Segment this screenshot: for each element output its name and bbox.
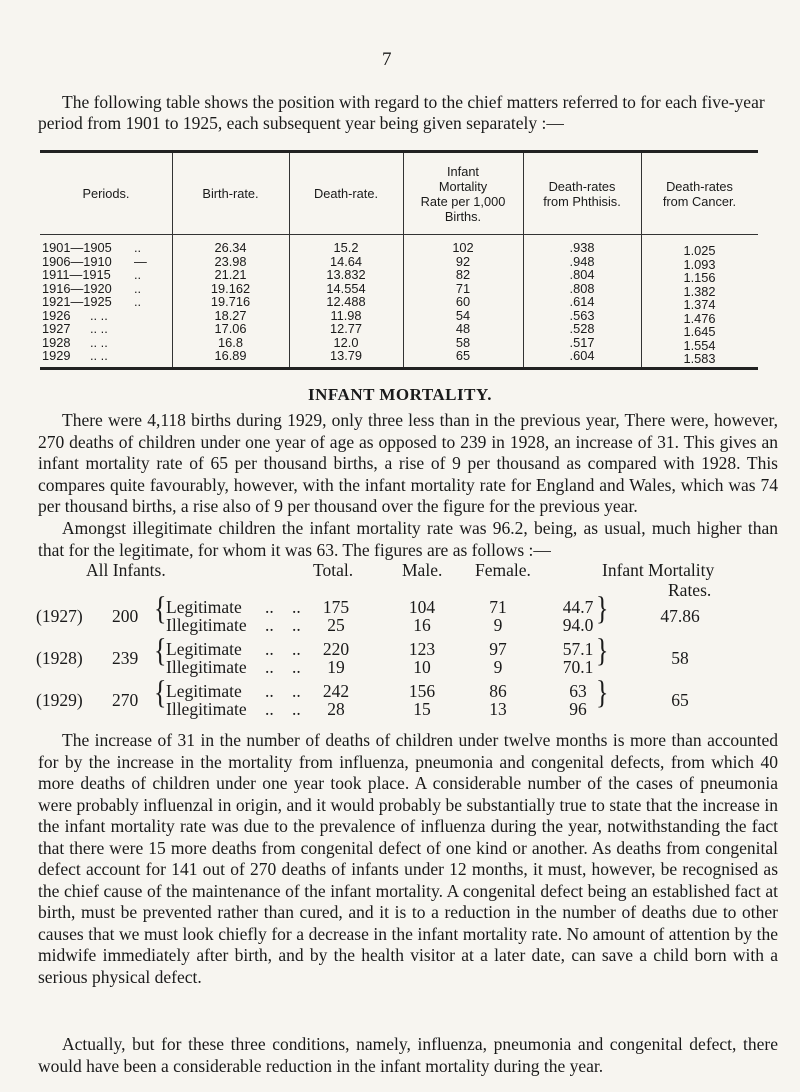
cell-phthisis: .808: [569, 280, 595, 296]
group-year: (1927): [36, 606, 83, 626]
row-rate: 70.1: [562, 657, 594, 677]
table-row: [40, 321, 758, 339]
header-female: Female.: [475, 560, 531, 580]
cell-cancer: 1.382: [683, 283, 716, 299]
statistics-table: [40, 150, 758, 370]
cell-phthisis: .804: [569, 267, 595, 282]
row-female: 71: [489, 597, 507, 617]
header-death-rate: Death-rate.: [289, 153, 403, 235]
cell-death: 15.2: [333, 240, 359, 255]
cell-death: 11.98: [330, 307, 362, 323]
cell-leader: ..: [134, 267, 142, 282]
cell-phthisis: .517: [569, 334, 595, 350]
cell-leader: —: [134, 253, 147, 269]
row-male: 123: [408, 639, 436, 659]
row-leader: ..: [292, 657, 301, 677]
row-male: 15: [413, 699, 431, 719]
cell-leader: ..: [134, 240, 142, 255]
cell-death: 12.0: [333, 334, 359, 350]
cell-period: 1926: [42, 307, 71, 323]
cell-birth: 17.06: [214, 321, 247, 336]
row-label: Legitimate: [166, 597, 242, 617]
header-cancer: Death-rates from Cancer.: [641, 153, 758, 235]
row-total: 242: [322, 681, 350, 701]
cell-period: 1927: [42, 321, 71, 336]
table-row: [40, 253, 758, 272]
cell-phthisis: .614: [569, 294, 595, 309]
rate-brace: }: [596, 590, 609, 627]
cell-infant: 54: [455, 307, 471, 323]
row-rate: 57.1: [562, 639, 594, 659]
group-year: (1929): [36, 690, 83, 710]
cell-cancer: 1.476: [683, 310, 716, 326]
infants-table: [0, 560, 800, 730]
group-count: 239: [112, 648, 139, 668]
header-imr-rates: Rates.: [668, 580, 712, 600]
row-leader: ..: [292, 681, 301, 701]
table-row: [40, 267, 758, 285]
cell-death: 13.79: [329, 348, 363, 363]
group-year: (1928): [36, 648, 83, 668]
cell-birth: 18.27: [214, 307, 247, 323]
row-label: Illegitimate: [166, 699, 247, 719]
section-title: INFANT MORTALITY.: [308, 385, 492, 404]
row-female: 13: [489, 699, 507, 719]
row-total: 175: [322, 597, 350, 617]
row-leader: ..: [265, 597, 274, 617]
row-leader: ..: [265, 657, 274, 677]
row-leader: ..: [292, 597, 301, 617]
row-rate: 44.7: [562, 597, 594, 617]
row-male: 16: [413, 615, 431, 635]
cell-infant: 71: [455, 280, 471, 296]
row-leader: ..: [265, 615, 274, 635]
row-female: 9: [493, 615, 503, 635]
cell-cancer: 1.554: [683, 337, 716, 353]
cell-cancer: 1.645: [683, 324, 716, 339]
header-male: Male.: [402, 560, 443, 580]
group-combined-rate: 65: [671, 690, 689, 710]
table-row: [40, 334, 758, 353]
paragraph-conclusion: Actually, but for these three conditions, namely, influenza, pneumonia and congenital defect, there would have been a considerable reduction in the infant mortality during the year.: [38, 1034, 778, 1076]
cell-death: 13.832: [326, 267, 366, 282]
paragraph-increase: The increase of 31 in the number of deaths of children under twelve months is more than accounted for by the increase in the mortality from influenza, pneumonia and congenital defects, from which 40 more deaths of children under one year took place. A considerable number of the cases of pneumonia were probably influenzal in origin, and it would probably be substantially true to state that the increase in the infant mortality rate was due to the prevalence of influenza during the year, notwithstanding the fact that there were 15 more deaths from congenital defect of one kind or another. As deaths from congenital defect account for 141 out of 270 deaths of infants under 12 months, it must, however, be recognised as the chief cause of the maintenance of the infant mortality. A congenital defect being an established fact at birth, must be prevented rather than cured, and it is to a reduction in the number of deaths due to other causes that we must look chiefly for a decrease in the infant mortality rate. No amount of attention by the midwife immediately after birth, and by the health visitor at a later date, can save a child born with a serious physical defect.: [38, 730, 778, 987]
header-imr: Infant Mortality: [602, 560, 715, 580]
row-male: 10: [413, 657, 431, 677]
cell-birth: 19.716: [210, 294, 251, 309]
row-leader: ..: [292, 615, 301, 635]
cell-phthisis: .948: [569, 253, 595, 269]
header-periods: Periods.: [40, 153, 172, 235]
group-brace: {: [154, 632, 167, 669]
row-male: 104: [408, 597, 436, 617]
cell-infant: 60: [455, 294, 471, 309]
row-label: Legitimate: [166, 681, 242, 701]
row-rate: 94.0: [562, 615, 594, 635]
intro-paragraph: The following table shows the position with regard to the chief matters referred to for each five-year period from 1901 to 1925, each subsequent year being given separately :—: [38, 92, 765, 133]
row-label: Legitimate: [166, 639, 242, 659]
table-row: [40, 280, 758, 299]
cell-phthisis: .604: [569, 348, 595, 363]
row-leader: ..: [292, 699, 301, 719]
cell-birth: 16.8: [218, 334, 243, 350]
row-leader: ..: [265, 681, 274, 701]
header-birth-rate: Birth-rate.: [172, 153, 289, 235]
table-row: [40, 307, 758, 326]
cell-leader: .. ..: [90, 321, 108, 336]
cell-period: 1906—1910: [42, 253, 112, 269]
paragraph-births: There were 4,118 births during 1929, only three less than in the previous year, There were, however, 270 deaths of children under one year of age as opposed to 239 in 1928, an increase of 31. This gives an infant mortality rate of 65 per thousand births, a rise of 9 per thousand as compared with 1928. This compares quite favourably, however, with the infant mortality rate for England and Wales, which was 74 per thousand births, a rise also of 9 per thousand over the figure for the previous year.: [38, 410, 778, 516]
row-total: 19: [327, 657, 345, 677]
row-male: 156: [408, 681, 436, 701]
cell-cancer: 1.583: [683, 351, 716, 366]
cell-birth: 19.162: [210, 280, 251, 296]
paragraph-illegitimate: Amongst illegitimate children the infant mortality rate was 96.2, being, as usual, much higher than that for the legitimate, for whom it was 63. The figures are as follows :—: [38, 518, 778, 560]
rate-brace: }: [596, 632, 609, 669]
group-combined-rate: 58: [671, 648, 689, 668]
group-count: 270: [112, 690, 139, 710]
row-female: 86: [489, 681, 507, 701]
page-number: 7: [382, 49, 392, 70]
cell-infant: 102: [452, 240, 474, 255]
table-row: [40, 240, 758, 258]
cell-period: 1928: [42, 334, 71, 350]
table-row: [40, 348, 758, 366]
header-total: Total.: [313, 560, 354, 580]
cell-birth: 26.34: [214, 240, 247, 255]
cell-leader: ..: [134, 294, 142, 309]
row-leader: ..: [265, 639, 274, 659]
cell-period: 1921—1925: [42, 294, 112, 309]
row-total: 220: [322, 639, 350, 659]
cell-cancer: 1.025: [683, 243, 716, 258]
header-phthisis: Death-rates from Phthisis.: [523, 153, 641, 235]
cell-period: 1901—1905: [42, 240, 112, 255]
cell-leader: ..: [134, 280, 142, 296]
row-label: Illegitimate: [166, 657, 247, 677]
cell-infant: 92: [455, 253, 471, 269]
cell-infant: 58: [455, 334, 471, 350]
cell-leader: .. ..: [90, 348, 108, 363]
row-female: 9: [493, 657, 503, 677]
cell-period: 1911—1915: [42, 267, 111, 282]
cell-period: 1916—1920: [42, 280, 112, 296]
group-brace: {: [154, 590, 167, 627]
header-all-infants: All Infants.: [86, 560, 166, 580]
cell-phthisis: .563: [569, 307, 595, 323]
row-rate: 63: [569, 681, 587, 701]
cell-death: 12.77: [329, 321, 363, 336]
cell-birth: 16.89: [214, 348, 247, 363]
cell-leader: .. ..: [90, 334, 108, 350]
cell-cancer: 1.156: [683, 270, 716, 285]
group-combined-rate: 47.86: [660, 606, 700, 626]
cell-infant: 48: [455, 321, 471, 336]
cell-phthisis: .528: [569, 321, 595, 336]
cell-death: 14.554: [326, 280, 366, 296]
row-female: 97: [489, 639, 507, 659]
cell-cancer: 1.093: [683, 256, 716, 272]
cell-birth: 21.21: [214, 267, 247, 282]
row-total: 28: [327, 699, 345, 719]
rate-brace: }: [596, 674, 609, 711]
group-count: 200: [112, 606, 139, 626]
cell-phthisis: .938: [569, 240, 595, 255]
row-leader: ..: [265, 699, 274, 719]
cell-leader: .. ..: [90, 307, 108, 323]
cell-death: 14.64: [329, 253, 363, 269]
row-leader: ..: [292, 639, 301, 659]
table-row: [40, 294, 758, 312]
header-infant-mortality: Infant Mortality Rate per 1,000 Births.: [403, 153, 523, 235]
row-label: Illegitimate: [166, 615, 247, 635]
row-total: 25: [327, 615, 345, 635]
cell-infant: 82: [455, 267, 471, 282]
group-brace: {: [154, 674, 167, 711]
cell-death: 12.488: [326, 294, 366, 309]
row-rate: 96: [569, 699, 587, 719]
cell-infant: 65: [455, 348, 471, 363]
cell-period: 1929: [42, 348, 71, 363]
cell-cancer: 1.374: [683, 297, 716, 312]
cell-birth: 23.98: [214, 253, 247, 269]
